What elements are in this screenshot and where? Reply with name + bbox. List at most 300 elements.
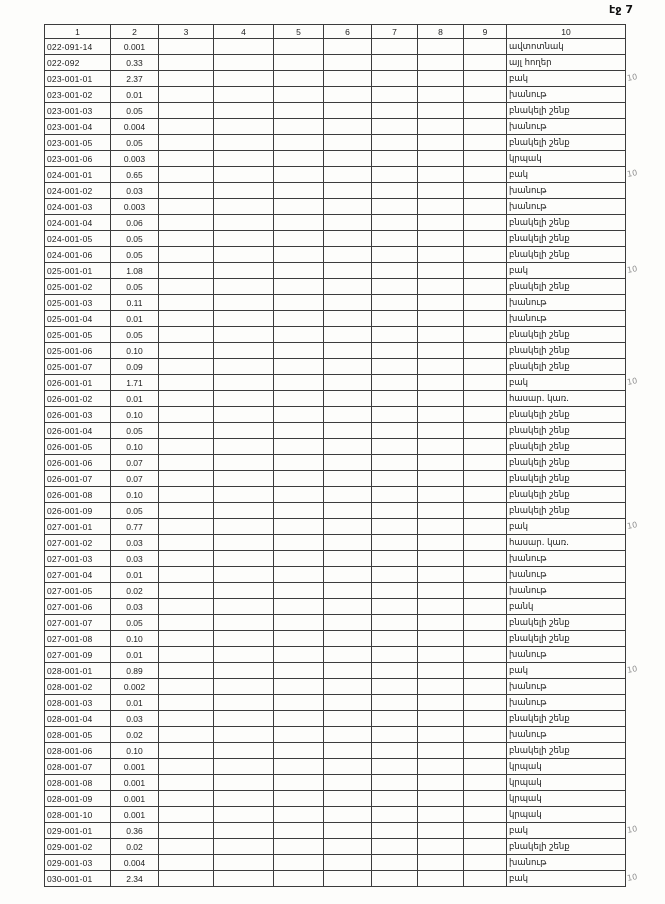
empty-cell (464, 263, 507, 279)
area-value-cell: 0.07 (111, 455, 159, 471)
land-use-cell: բնակելի շենք (507, 615, 626, 631)
empty-cell (274, 551, 324, 567)
empty-cell (418, 455, 464, 471)
land-use-cell: կրպակ (507, 775, 626, 791)
empty-cell (214, 135, 274, 151)
empty-cell (372, 439, 418, 455)
parcel-code-cell: 030-001-01 (45, 871, 111, 887)
empty-cell (464, 775, 507, 791)
empty-cell (159, 423, 214, 439)
land-use-cell: բնակելի շենք (507, 743, 626, 759)
empty-cell (418, 663, 464, 679)
empty-cell (418, 583, 464, 599)
empty-cell (418, 695, 464, 711)
empty-cell (214, 743, 274, 759)
empty-cell (372, 407, 418, 423)
empty-cell (159, 791, 214, 807)
empty-cell (274, 215, 324, 231)
parcel-code-cell: 026-001-04 (45, 423, 111, 439)
table-row (45, 775, 626, 791)
empty-cell (214, 279, 274, 295)
empty-cell (214, 455, 274, 471)
area-value-cell: 0.05 (111, 279, 159, 295)
empty-cell (324, 391, 372, 407)
empty-cell (372, 695, 418, 711)
table-row (45, 567, 626, 583)
empty-cell (159, 311, 214, 327)
empty-cell (159, 71, 214, 87)
empty-cell (372, 775, 418, 791)
empty-cell (324, 855, 372, 871)
empty-cell (324, 583, 372, 599)
empty-cell (372, 551, 418, 567)
empty-cell (324, 567, 372, 583)
table-row (45, 55, 626, 71)
empty-cell (274, 839, 324, 855)
empty-cell (372, 103, 418, 119)
empty-cell (324, 807, 372, 823)
empty-cell (324, 247, 372, 263)
empty-cell (274, 487, 324, 503)
area-value-cell: 0.10 (111, 407, 159, 423)
land-use-cell: խանութ (507, 855, 626, 871)
parcel-code-cell: 025-001-05 (45, 327, 111, 343)
empty-cell (324, 343, 372, 359)
table-row (45, 311, 626, 327)
empty-cell (159, 743, 214, 759)
table-row (45, 471, 626, 487)
empty-cell (214, 775, 274, 791)
area-value-cell: 0.05 (111, 327, 159, 343)
empty-cell (464, 343, 507, 359)
empty-cell (159, 823, 214, 839)
empty-cell (274, 743, 324, 759)
empty-cell (324, 151, 372, 167)
empty-cell (418, 439, 464, 455)
parcel-code-cell: 028-001-09 (45, 791, 111, 807)
land-use-cell: բնակելի շենք (507, 711, 626, 727)
empty-cell (159, 343, 214, 359)
empty-cell (464, 647, 507, 663)
empty-cell (372, 487, 418, 503)
area-value-cell: 0.07 (111, 471, 159, 487)
empty-cell (159, 855, 214, 871)
empty-cell (274, 391, 324, 407)
empty-cell (274, 151, 324, 167)
empty-cell (464, 439, 507, 455)
parcel-code-cell: 022-092 (45, 55, 111, 71)
empty-cell (324, 407, 372, 423)
column-header-4: 4 (214, 25, 274, 39)
empty-cell (214, 519, 274, 535)
empty-cell (159, 663, 214, 679)
empty-cell (324, 695, 372, 711)
empty-cell (324, 679, 372, 695)
empty-cell (418, 87, 464, 103)
empty-cell (372, 247, 418, 263)
empty-cell (418, 343, 464, 359)
empty-cell (418, 247, 464, 263)
land-use-cell: խանութ (507, 551, 626, 567)
empty-cell (274, 423, 324, 439)
empty-cell (324, 615, 372, 631)
empty-cell (464, 295, 507, 311)
empty-cell (274, 279, 324, 295)
table-row (45, 727, 626, 743)
empty-cell (418, 775, 464, 791)
table-row (45, 871, 626, 887)
table-row (45, 247, 626, 263)
table-row (45, 791, 626, 807)
empty-cell (324, 167, 372, 183)
empty-cell (464, 311, 507, 327)
empty-cell (214, 535, 274, 551)
parcel-code-cell: 026-001-07 (45, 471, 111, 487)
empty-cell (418, 503, 464, 519)
empty-cell (418, 135, 464, 151)
empty-cell (464, 183, 507, 199)
empty-cell (274, 583, 324, 599)
empty-cell (372, 151, 418, 167)
empty-cell (464, 487, 507, 503)
empty-cell (324, 455, 372, 471)
area-value-cell: 0.03 (111, 535, 159, 551)
empty-cell (159, 151, 214, 167)
empty-cell (418, 391, 464, 407)
empty-cell (418, 183, 464, 199)
empty-cell (418, 647, 464, 663)
empty-cell (324, 727, 372, 743)
empty-cell (324, 503, 372, 519)
empty-cell (214, 711, 274, 727)
land-use-cell: բակ 10 (507, 375, 626, 391)
table-row (45, 279, 626, 295)
empty-cell (464, 231, 507, 247)
empty-cell (159, 87, 214, 103)
empty-cell (372, 727, 418, 743)
handwritten-margin-note: 10 (626, 824, 638, 835)
table-row (45, 647, 626, 663)
empty-cell (159, 183, 214, 199)
table-row (45, 839, 626, 855)
empty-cell (274, 263, 324, 279)
land-use-cell: բնակելի շենք (507, 327, 626, 343)
land-use-cell: խանութ (507, 87, 626, 103)
empty-cell (464, 119, 507, 135)
area-value-cell: 0.02 (111, 583, 159, 599)
empty-cell (214, 343, 274, 359)
empty-cell (372, 311, 418, 327)
land-use-cell: բակ 10 (507, 519, 626, 535)
table-row (45, 487, 626, 503)
empty-cell (214, 487, 274, 503)
table-row (45, 615, 626, 631)
empty-cell (418, 199, 464, 215)
empty-cell (214, 199, 274, 215)
empty-cell (274, 855, 324, 871)
empty-cell (159, 487, 214, 503)
empty-cell (418, 807, 464, 823)
empty-cell (214, 327, 274, 343)
land-use-cell: խանութ (507, 647, 626, 663)
empty-cell (464, 535, 507, 551)
empty-cell (464, 615, 507, 631)
empty-cell (324, 199, 372, 215)
empty-cell (214, 727, 274, 743)
empty-cell (464, 663, 507, 679)
parcel-code-cell: 029-001-01 (45, 823, 111, 839)
empty-cell (324, 135, 372, 151)
empty-cell (464, 551, 507, 567)
empty-cell (418, 279, 464, 295)
empty-cell (324, 327, 372, 343)
area-value-cell: 1.08 (111, 263, 159, 279)
empty-cell (418, 791, 464, 807)
empty-cell (274, 119, 324, 135)
parcel-code-cell: 025-001-01 (45, 263, 111, 279)
parcel-code-cell: 028-001-02 (45, 679, 111, 695)
handwritten-margin-note: 10 (626, 872, 638, 883)
empty-cell (418, 327, 464, 343)
area-value-cell: 0.05 (111, 247, 159, 263)
empty-cell (274, 679, 324, 695)
land-use-cell: կրպակ (507, 151, 626, 167)
empty-cell (324, 183, 372, 199)
empty-cell (274, 535, 324, 551)
area-value-cell: 0.65 (111, 167, 159, 183)
empty-cell (159, 695, 214, 711)
empty-cell (464, 679, 507, 695)
land-use-cell: ավտոտնակ (507, 39, 626, 55)
empty-cell (372, 663, 418, 679)
land-use-cell: հասար. կառ. (507, 391, 626, 407)
table-row (45, 823, 626, 839)
empty-cell (324, 647, 372, 663)
area-value-cell: 0.05 (111, 231, 159, 247)
parcel-code-cell: 026-001-09 (45, 503, 111, 519)
empty-cell (418, 263, 464, 279)
empty-cell (214, 503, 274, 519)
land-use-cell: խանութ (507, 295, 626, 311)
table-row (45, 663, 626, 679)
empty-cell (274, 871, 324, 887)
area-value-cell: 0.05 (111, 135, 159, 151)
land-use-cell: խանութ (507, 567, 626, 583)
empty-cell (274, 455, 324, 471)
empty-cell (464, 503, 507, 519)
table-row (45, 183, 626, 199)
parcel-code-cell: 026-001-08 (45, 487, 111, 503)
empty-cell (324, 775, 372, 791)
empty-cell (159, 807, 214, 823)
empty-cell (324, 759, 372, 775)
parcel-code-cell: 025-001-07 (45, 359, 111, 375)
area-value-cell: 0.09 (111, 359, 159, 375)
parcel-code-cell: 026-001-02 (45, 391, 111, 407)
empty-cell (214, 375, 274, 391)
parcel-code-cell: 022-091-14 (45, 39, 111, 55)
empty-cell (372, 55, 418, 71)
empty-cell (464, 215, 507, 231)
empty-cell (372, 519, 418, 535)
empty-cell (372, 455, 418, 471)
empty-cell (214, 263, 274, 279)
empty-cell (324, 231, 372, 247)
empty-cell (214, 679, 274, 695)
column-header-6: 6 (324, 25, 372, 39)
empty-cell (159, 327, 214, 343)
empty-cell (418, 151, 464, 167)
land-use-cell: բնակելի շենք (507, 215, 626, 231)
empty-cell (159, 119, 214, 135)
parcel-code-cell: 027-001-05 (45, 583, 111, 599)
empty-cell (372, 535, 418, 551)
empty-cell (372, 871, 418, 887)
column-header-5: 5 (274, 25, 324, 39)
empty-cell (418, 407, 464, 423)
empty-cell (372, 647, 418, 663)
empty-cell (464, 135, 507, 151)
area-value-cell: 0.10 (111, 343, 159, 359)
empty-cell (274, 87, 324, 103)
area-value-cell: 0.36 (111, 823, 159, 839)
empty-cell (274, 343, 324, 359)
parcel-code-cell: 025-001-03 (45, 295, 111, 311)
land-use-cell: բնակելի շենք (507, 503, 626, 519)
table-row (45, 39, 626, 55)
empty-cell (159, 247, 214, 263)
empty-cell (274, 103, 324, 119)
empty-cell (372, 39, 418, 55)
parcel-code-cell: 025-001-02 (45, 279, 111, 295)
empty-cell (418, 535, 464, 551)
empty-cell (274, 599, 324, 615)
empty-cell (159, 455, 214, 471)
empty-cell (372, 423, 418, 439)
empty-cell (464, 87, 507, 103)
empty-cell (159, 583, 214, 599)
empty-cell (159, 375, 214, 391)
empty-cell (324, 631, 372, 647)
area-value-cell: 0.004 (111, 119, 159, 135)
handwritten-margin-note: 10 (626, 520, 638, 531)
empty-cell (159, 631, 214, 647)
empty-cell (159, 439, 214, 455)
area-value-cell: 0.77 (111, 519, 159, 535)
empty-cell (274, 359, 324, 375)
empty-cell (214, 55, 274, 71)
empty-cell (464, 103, 507, 119)
land-use-cell: խանութ (507, 119, 626, 135)
empty-cell (464, 759, 507, 775)
empty-cell (324, 791, 372, 807)
table-row (45, 551, 626, 567)
land-use-cell: բնակելի շենք (507, 839, 626, 855)
land-use-cell: հասար. կառ. (507, 535, 626, 551)
land-use-cell: բակ 10 (507, 167, 626, 183)
empty-cell (324, 39, 372, 55)
empty-cell (372, 711, 418, 727)
empty-cell (274, 615, 324, 631)
empty-cell (324, 71, 372, 87)
parcel-code-cell: 026-001-01 (45, 375, 111, 391)
land-use-cell: այլ հողեր (507, 55, 626, 71)
empty-cell (372, 231, 418, 247)
empty-cell (418, 471, 464, 487)
area-value-cell: 0.10 (111, 743, 159, 759)
empty-cell (274, 647, 324, 663)
table-row (45, 167, 626, 183)
empty-cell (324, 439, 372, 455)
empty-cell (418, 615, 464, 631)
empty-cell (214, 39, 274, 55)
table-row (45, 103, 626, 119)
empty-cell (214, 71, 274, 87)
empty-cell (159, 615, 214, 631)
table-row (45, 743, 626, 759)
empty-cell (274, 55, 324, 71)
area-value-cell: 1.71 (111, 375, 159, 391)
empty-cell (324, 279, 372, 295)
table-row (45, 87, 626, 103)
land-use-cell: խանութ (507, 183, 626, 199)
parcel-code-cell: 024-001-01 (45, 167, 111, 183)
empty-cell (372, 759, 418, 775)
land-use-cell: բնակելի շենք (507, 247, 626, 263)
empty-cell (214, 567, 274, 583)
empty-cell (418, 39, 464, 55)
table-row (45, 695, 626, 711)
empty-cell (159, 103, 214, 119)
column-header-10: 10 (507, 25, 626, 39)
land-use-cell: խանութ (507, 311, 626, 327)
parcel-code-cell: 028-001-04 (45, 711, 111, 727)
empty-cell (214, 871, 274, 887)
empty-cell (274, 407, 324, 423)
empty-cell (159, 519, 214, 535)
empty-cell (418, 311, 464, 327)
area-value-cell: 0.001 (111, 759, 159, 775)
column-header-8: 8 (418, 25, 464, 39)
table-row (45, 199, 626, 215)
empty-cell (464, 807, 507, 823)
empty-cell (464, 871, 507, 887)
area-value-cell: 0.02 (111, 839, 159, 855)
empty-cell (214, 791, 274, 807)
parcel-code-cell: 027-001-03 (45, 551, 111, 567)
empty-cell (464, 711, 507, 727)
empty-cell (214, 231, 274, 247)
table-row (45, 359, 626, 375)
empty-cell (418, 103, 464, 119)
empty-cell (274, 695, 324, 711)
parcel-code-cell: 027-001-08 (45, 631, 111, 647)
empty-cell (159, 391, 214, 407)
parcel-code-cell: 028-001-06 (45, 743, 111, 759)
empty-cell (464, 247, 507, 263)
empty-cell (274, 631, 324, 647)
land-use-cell: բնակելի շենք (507, 439, 626, 455)
empty-cell (464, 519, 507, 535)
table-row (45, 855, 626, 871)
table-row (45, 519, 626, 535)
empty-cell (372, 167, 418, 183)
empty-cell (159, 295, 214, 311)
empty-cell (464, 823, 507, 839)
empty-cell (214, 471, 274, 487)
empty-cell (159, 599, 214, 615)
column-header-7: 7 (372, 25, 418, 39)
